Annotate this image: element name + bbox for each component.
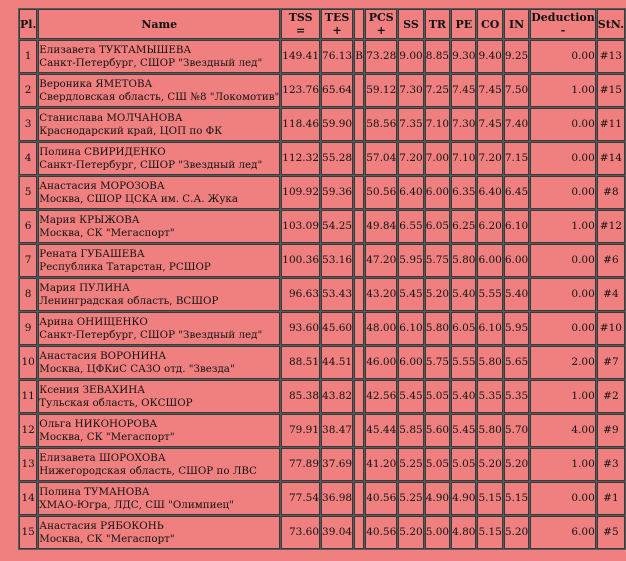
cell-tr: 6.05: [425, 210, 450, 243]
cell-pe: 5.45: [451, 414, 476, 447]
cell-pl: 14: [19, 482, 37, 515]
cell-ss: 5.20: [398, 516, 423, 549]
skater-club: Москва, СК "Мегаспорт": [39, 226, 175, 239]
cell-ss: 5.85: [398, 414, 423, 447]
cell-tss: 109.92: [281, 176, 320, 209]
cell-ss: 5.25: [398, 448, 423, 481]
cell-ss: 5.95: [398, 244, 423, 277]
cell-stn: #2: [597, 380, 625, 413]
header-stn: StN.: [597, 9, 625, 39]
cell-tr: 5.05: [425, 448, 450, 481]
skater-name: Анастасия МОРОЗОВА: [39, 179, 165, 192]
cell-tes: 59.90: [321, 108, 353, 141]
cell-in: 7.40: [504, 108, 529, 141]
cell-co: 6.20: [477, 210, 502, 243]
cell-pcs: 46.00: [365, 346, 397, 379]
cell-tr: 5.60: [425, 414, 450, 447]
cell-pl: 5: [19, 176, 37, 209]
cell-tes: 43.82: [321, 380, 353, 413]
cell-deduction: 1.00: [530, 380, 596, 413]
cell-pe: 5.05: [451, 448, 476, 481]
cell-deduction: 0.00: [530, 142, 596, 175]
cell-pcs: 41.20: [365, 448, 397, 481]
cell-tr: 4.90: [425, 482, 450, 515]
table-row: [19, 346, 625, 379]
cell-name: [38, 244, 280, 277]
cell-tr: 8.85: [425, 40, 450, 73]
cell-pl: 8: [19, 278, 37, 311]
header-tr: TR: [425, 9, 450, 39]
skater-club: Ленинградская область, ВСШОР: [39, 294, 219, 307]
table-row: [19, 244, 625, 277]
table-row: [19, 176, 625, 209]
cell-pl: 1: [19, 40, 37, 73]
cell-tr: 7.25: [425, 74, 450, 107]
cell-name: [38, 516, 280, 549]
cell-co: 6.10: [477, 312, 502, 345]
cell-mark: [354, 516, 364, 549]
cell-name: [38, 448, 280, 481]
cell-name: [38, 108, 280, 141]
table-row: [19, 516, 625, 549]
cell-pl: 10: [19, 346, 37, 379]
skater-name: Елизавета ШОРОХОВА: [39, 451, 166, 464]
cell-tr: 7.00: [425, 142, 450, 175]
cell-in: 5.95: [504, 312, 529, 345]
cell-deduction: 0.00: [530, 482, 596, 515]
cell-deduction: 0.00: [530, 108, 596, 141]
cell-tes: 59.36: [321, 176, 353, 209]
cell-deduction: 1.00: [530, 448, 596, 481]
cell-ss: 6.55: [398, 210, 423, 243]
cell-in: 7.50: [504, 74, 529, 107]
table-row: [19, 74, 625, 107]
cell-tes: 54.25: [321, 210, 353, 243]
cell-tss: 103.09: [281, 210, 320, 243]
cell-pl: 3: [19, 108, 37, 141]
cell-pe: 7.45: [451, 74, 476, 107]
results-table: [18, 8, 626, 550]
cell-in: 6.00: [504, 244, 529, 277]
cell-ss: 5.45: [398, 380, 423, 413]
cell-pl: 12: [19, 414, 37, 447]
skater-name: Анастасия РЯБОКОНЬ: [39, 519, 164, 532]
cell-pe: 5.40: [451, 380, 476, 413]
header-tss: [281, 9, 320, 39]
cell-tr: 5.05: [425, 380, 450, 413]
cell-co: 5.35: [477, 380, 502, 413]
cell-tr: 5.00: [425, 516, 450, 549]
cell-tss: 112.32: [281, 142, 320, 175]
cell-stn: #7: [597, 346, 625, 379]
skater-club: Москва, ЦФКиС САЗО отд. "Звезда": [39, 362, 235, 375]
table-row: [19, 380, 625, 413]
cell-mark: [354, 312, 364, 345]
cell-tr: 5.75: [425, 244, 450, 277]
cell-in: 9.25: [504, 40, 529, 73]
cell-stn: #1: [597, 482, 625, 515]
cell-tes: 38.47: [321, 414, 353, 447]
cell-pe: 4.80: [451, 516, 476, 549]
skater-club: Нижегородская область, СШОР по ЛВС: [39, 464, 257, 477]
cell-stn: #15: [597, 74, 625, 107]
header-tes-label: TES: [324, 11, 350, 24]
cell-pe: 5.80: [451, 244, 476, 277]
cell-pe: 7.30: [451, 108, 476, 141]
cell-tes: 36.98: [321, 482, 353, 515]
cell-in: 5.35: [504, 380, 529, 413]
cell-deduction: 4.00: [530, 414, 596, 447]
cell-tss: 73.60: [281, 516, 320, 549]
cell-stn: #14: [597, 142, 625, 175]
cell-pcs: 49.84: [365, 210, 397, 243]
header-pcs-label: PCS: [368, 11, 394, 24]
cell-name: [38, 74, 280, 107]
cell-deduction: 0.00: [530, 244, 596, 277]
cell-name: [38, 40, 280, 73]
cell-co: 5.80: [477, 346, 502, 379]
cell-stn: #13: [597, 40, 625, 73]
header-co: CO: [477, 9, 502, 39]
cell-mark: [354, 448, 364, 481]
header-pcs-sub: +: [376, 24, 386, 37]
cell-tss: 85.38: [281, 380, 320, 413]
cell-deduction: 6.00: [530, 516, 596, 549]
cell-deduction: 1.00: [530, 210, 596, 243]
header-tss-sub: =: [296, 24, 306, 37]
skater-club: Москва, СК "Мегаспорт": [39, 532, 175, 545]
cell-tr: 6.00: [425, 176, 450, 209]
cell-pl: 7: [19, 244, 37, 277]
cell-ss: 9.00: [398, 40, 423, 73]
skater-club: ХМАО-Югра, ЛДС, СШ "Олимпиец": [39, 498, 234, 511]
cell-tes: 44.51: [321, 346, 353, 379]
cell-pl: 9: [19, 312, 37, 345]
cell-tes: 45.60: [321, 312, 353, 345]
cell-tss: 88.51: [281, 346, 320, 379]
header-tes-sub: +: [332, 24, 342, 37]
cell-pl: 13: [19, 448, 37, 481]
header-name: Name: [38, 9, 280, 39]
cell-pl: 15: [19, 516, 37, 549]
skater-club: Санкт-Петербург, СШОР "Звездный лед": [39, 56, 263, 69]
header-ss: SS: [398, 9, 423, 39]
cell-tr: 5.20: [425, 278, 450, 311]
skater-name: Мария ПУЛИНА: [39, 281, 130, 294]
table-row: [19, 40, 625, 73]
header-deduction-label: Deduction: [531, 11, 595, 24]
header-pl: Pl.: [19, 9, 37, 39]
skater-club: Тульская область, ОКСШОР: [39, 396, 193, 409]
skater-name: Анастасия ВОРОНИНА: [39, 349, 167, 362]
cell-tes: 37.69: [321, 448, 353, 481]
header-pcs: [365, 9, 397, 39]
cell-pe: 7.10: [451, 142, 476, 175]
cell-tss: 118.46: [281, 108, 320, 141]
cell-name: [38, 380, 280, 413]
cell-pcs: 59.12: [365, 74, 397, 107]
cell-pe: 6.25: [451, 210, 476, 243]
cell-stn: #6: [597, 244, 625, 277]
table-row: [19, 414, 625, 447]
cell-name: [38, 482, 280, 515]
cell-in: 7.15: [504, 142, 529, 175]
cell-in: 5.20: [504, 448, 529, 481]
table-row: [19, 482, 625, 515]
cell-stn: #5: [597, 516, 625, 549]
cell-tr: 5.80: [425, 312, 450, 345]
cell-mark: [354, 244, 364, 277]
cell-co: 9.40: [477, 40, 502, 73]
cell-deduction: 0.00: [530, 176, 596, 209]
cell-pe: 4.90: [451, 482, 476, 515]
cell-tes: 76.13: [321, 40, 353, 73]
cell-in: 5.65: [504, 346, 529, 379]
skater-club: Краснодарский край, ЦОП по ФК: [39, 124, 223, 137]
skater-name: Ольга НИКОНОРОВА: [39, 417, 158, 430]
cell-deduction: 0.00: [530, 40, 596, 73]
cell-name: [38, 414, 280, 447]
cell-tes: 55.28: [321, 142, 353, 175]
skater-name: Полина ТУМАНОВА: [39, 485, 150, 498]
cell-stn: #10: [597, 312, 625, 345]
cell-in: 6.10: [504, 210, 529, 243]
cell-pl: 4: [19, 142, 37, 175]
cell-name: [38, 142, 280, 175]
cell-pcs: 48.00: [365, 312, 397, 345]
cell-tes: 53.43: [321, 278, 353, 311]
cell-pe: 5.55: [451, 346, 476, 379]
cell-stn: #9: [597, 414, 625, 447]
header-tss-label: TSS: [288, 11, 313, 24]
cell-co: 5.55: [477, 278, 502, 311]
cell-pcs: 42.56: [365, 380, 397, 413]
header-tes: [321, 9, 353, 39]
cell-tes: 53.16: [321, 244, 353, 277]
skater-club: Москва, СШОР ЦСКА им. С.А. Жука: [39, 192, 238, 205]
cell-pe: 9.30: [451, 40, 476, 73]
header-deduction: [530, 9, 596, 39]
table-row: [19, 278, 625, 311]
cell-in: 6.45: [504, 176, 529, 209]
results-table-container: [18, 8, 626, 550]
skater-club: Санкт-Петербург, СШОР "Звездный лед": [39, 158, 263, 171]
cell-tss: 79.91: [281, 414, 320, 447]
skater-club: Республика Татарстан, РСШОР: [39, 260, 211, 273]
cell-pl: 11: [19, 380, 37, 413]
header-row: [19, 9, 625, 39]
cell-ss: 7.35: [398, 108, 423, 141]
cell-name: [38, 210, 280, 243]
table-row: [19, 108, 625, 141]
table-row: [19, 210, 625, 243]
cell-stn: #4: [597, 278, 625, 311]
cell-tss: 96.63: [281, 278, 320, 311]
cell-pcs: 43.20: [365, 278, 397, 311]
header-mark: [354, 9, 364, 39]
cell-ss: 5.25: [398, 482, 423, 515]
cell-pe: 6.35: [451, 176, 476, 209]
skater-name: Станислава МОЛЧАНОВА: [39, 111, 183, 124]
cell-tss: 77.89: [281, 448, 320, 481]
cell-pcs: 47.20: [365, 244, 397, 277]
cell-deduction: 0.00: [530, 278, 596, 311]
cell-pe: 6.05: [451, 312, 476, 345]
cell-co: 6.40: [477, 176, 502, 209]
cell-mark: [354, 380, 364, 413]
cell-pcs: 50.56: [365, 176, 397, 209]
skater-name: Ксения ЗЕВАХИНА: [39, 383, 145, 396]
cell-tr: 7.10: [425, 108, 450, 141]
cell-pcs: 58.56: [365, 108, 397, 141]
table-row: [19, 312, 625, 345]
cell-stn: #8: [597, 176, 625, 209]
cell-pl: 6: [19, 210, 37, 243]
cell-co: 5.80: [477, 414, 502, 447]
skater-name: Вероника ЯМЕТОВА: [39, 77, 153, 90]
skater-name: Арина ОНИЩЕНКО: [39, 315, 148, 328]
cell-mark: [354, 482, 364, 515]
cell-ss: 7.30: [398, 74, 423, 107]
cell-deduction: 0.00: [530, 312, 596, 345]
cell-mark: [354, 278, 364, 311]
header-pe: PE: [451, 9, 476, 39]
cell-in: 5.40: [504, 278, 529, 311]
cell-stn: #3: [597, 448, 625, 481]
cell-co: 5.20: [477, 448, 502, 481]
cell-tes: 39.04: [321, 516, 353, 549]
cell-tss: 123.76: [281, 74, 320, 107]
cell-pcs: 40.56: [365, 482, 397, 515]
cell-co: 7.20: [477, 142, 502, 175]
cell-pl: 2: [19, 74, 37, 107]
cell-name: [38, 346, 280, 379]
cell-ss: 7.20: [398, 142, 423, 175]
skater-name: Мария КРЫЖОВА: [39, 213, 140, 226]
cell-pcs: 73.28: [365, 40, 397, 73]
cell-mark: [354, 108, 364, 141]
results-body: [19, 40, 625, 549]
skater-club: Санкт-Петербург, СШОР "Звездный лед": [39, 328, 263, 341]
cell-name: [38, 176, 280, 209]
cell-co: 7.45: [477, 74, 502, 107]
cell-ss: 6.00: [398, 346, 423, 379]
cell-name: [38, 312, 280, 345]
cell-pe: 5.40: [451, 278, 476, 311]
header-deduction-sub: -: [560, 24, 566, 37]
cell-mark: [354, 210, 364, 243]
skater-name: Полина СВИРИДЕНКО: [39, 145, 166, 158]
cell-stn: #11: [597, 108, 625, 141]
cell-mark: [354, 346, 364, 379]
cell-mark: [354, 142, 364, 175]
cell-tss: 77.54: [281, 482, 320, 515]
cell-tss: 100.36: [281, 244, 320, 277]
cell-pcs: 40.56: [365, 516, 397, 549]
skater-club: Москва, СК "Мегаспорт": [39, 430, 175, 443]
table-row: [19, 448, 625, 481]
cell-pcs: 45.44: [365, 414, 397, 447]
cell-in: 5.70: [504, 414, 529, 447]
cell-ss: 6.10: [398, 312, 423, 345]
cell-ss: 6.40: [398, 176, 423, 209]
skater-name: Рената ГУБАШЕВА: [39, 247, 145, 260]
header-in: IN: [504, 9, 529, 39]
cell-co: 5.15: [477, 482, 502, 515]
cell-mark: [354, 74, 364, 107]
cell-co: 7.45: [477, 108, 502, 141]
cell-in: 5.20: [504, 516, 529, 549]
cell-mark: [354, 414, 364, 447]
cell-stn: #12: [597, 210, 625, 243]
cell-name: [38, 278, 280, 311]
cell-tr: 5.75: [425, 346, 450, 379]
cell-mark: [354, 176, 364, 209]
skater-club: Свердловская область, СШ №8 "Локомотив": [39, 90, 280, 103]
skater-name: Елизавета ТУКТАМЫШЕВА: [39, 43, 192, 56]
cell-deduction: 1.00: [530, 74, 596, 107]
cell-deduction: 2.00: [530, 346, 596, 379]
cell-co: 6.00: [477, 244, 502, 277]
cell-in: 5.15: [504, 482, 529, 515]
cell-tss: 149.41: [281, 40, 320, 73]
table-row: [19, 142, 625, 175]
cell-pcs: 57.04: [365, 142, 397, 175]
cell-tes: 65.64: [321, 74, 353, 107]
cell-tss: 93.60: [281, 312, 320, 345]
cell-ss: 5.45: [398, 278, 423, 311]
cell-mark: B: [354, 40, 364, 73]
cell-co: 5.15: [477, 516, 502, 549]
